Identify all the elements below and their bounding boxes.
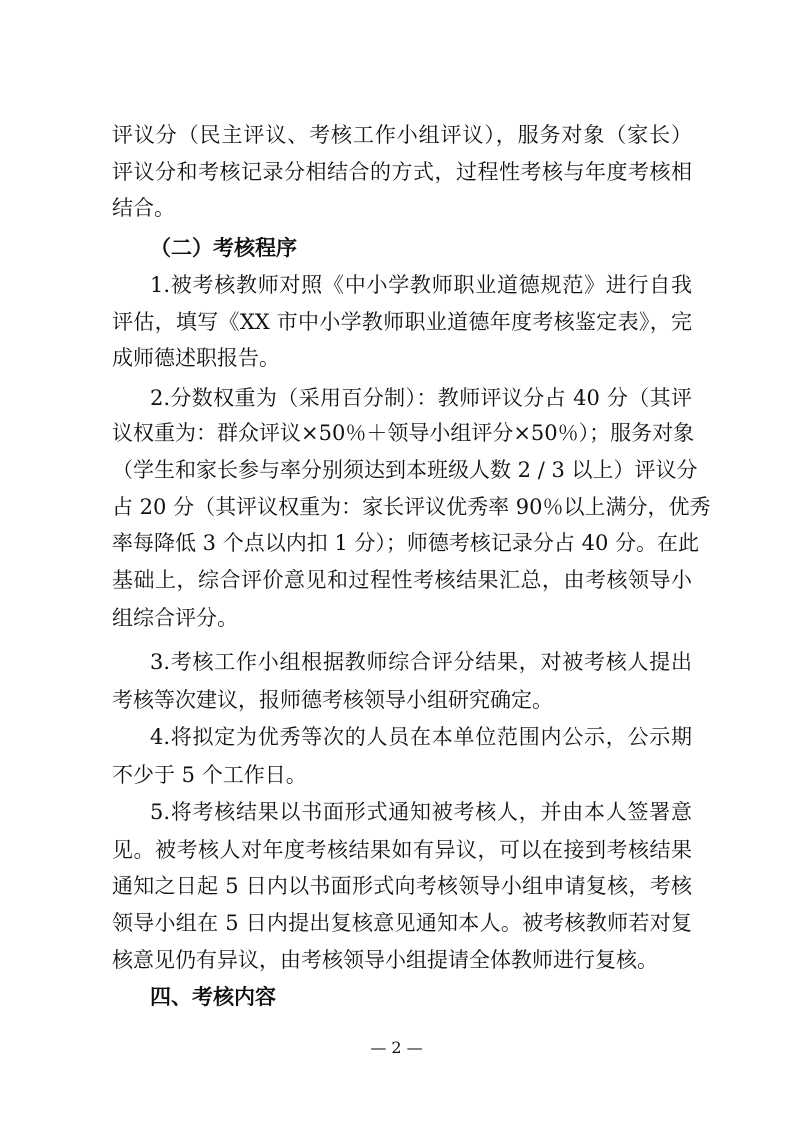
body-line: 成师德述职报告。 xyxy=(112,346,280,370)
body-line: 见。被考核人对年度考核结果如有异议，可以在接到考核结果 xyxy=(112,838,692,862)
body-line: 评议分（民主评议、考核工作小组评议），服务对象（家长） xyxy=(112,123,692,147)
body-line: 评议分和考核记录分相结合的方式，过程性考核与年度考核相 xyxy=(112,160,692,184)
body-line: 结合。 xyxy=(112,196,175,220)
body-line: 通知之日起 5 日内以书面形式向考核领导小组申请复核，考核 xyxy=(112,874,692,898)
body-line: 核意见仍有异议，由考核领导小组提请全体教师进行复核。 xyxy=(112,948,658,972)
body-line: 议权重为：群众评议×50％＋领导小组评分×50％）；服务对象 xyxy=(112,421,695,445)
body-line: 率每降低 3 个点以内扣 1 分）；师德考核记录分占 40 分。在此 xyxy=(112,531,699,555)
body-line: （学生和家长参与率分别须达到本班级人数 2 / 3 以上）评议分 xyxy=(112,458,698,482)
section-heading: （二）考核程序 xyxy=(150,235,297,260)
body-line: 2.分数权重为（采用百分制）：教师评议分占 40 分（其评 xyxy=(150,386,692,410)
body-line: 领导小组在 5 日内提出复核意见通知本人。被考核教师若对复 xyxy=(112,911,692,935)
body-line: 3.考核工作小组根据教师综合评分结果，对被考核人提出 xyxy=(150,650,692,674)
body-line: 5.将考核结果以书面形式通知被考核人，并由本人签署意 xyxy=(150,800,692,824)
body-line: 1.被考核教师对照《中小学教师职业道德规范》进行自我 xyxy=(150,273,692,297)
body-line: 4.将拟定为优秀等次的人员在本单位范围内公示，公示期 xyxy=(150,725,692,749)
body-line: 占 20 分（其评议权重为：家长评议优秀率 90％以上满分，优秀 xyxy=(112,495,711,519)
body-line: 基础上，综合评价意见和过程性考核结果汇总，由考核领导小 xyxy=(112,568,692,592)
section-heading-4: 四、考核内容 xyxy=(150,984,276,1009)
body-line: 不少于 5 个工作日。 xyxy=(112,763,307,787)
body-line: 考核等次建议，报师德考核领导小组研究确定。 xyxy=(112,688,553,712)
body-line: 评估，填写《XX 市中小学教师职业道德年度考核鉴定表》，完 xyxy=(112,310,692,334)
page-number: — 2 — xyxy=(370,1038,423,1057)
body-line: 组综合评分。 xyxy=(112,606,238,630)
